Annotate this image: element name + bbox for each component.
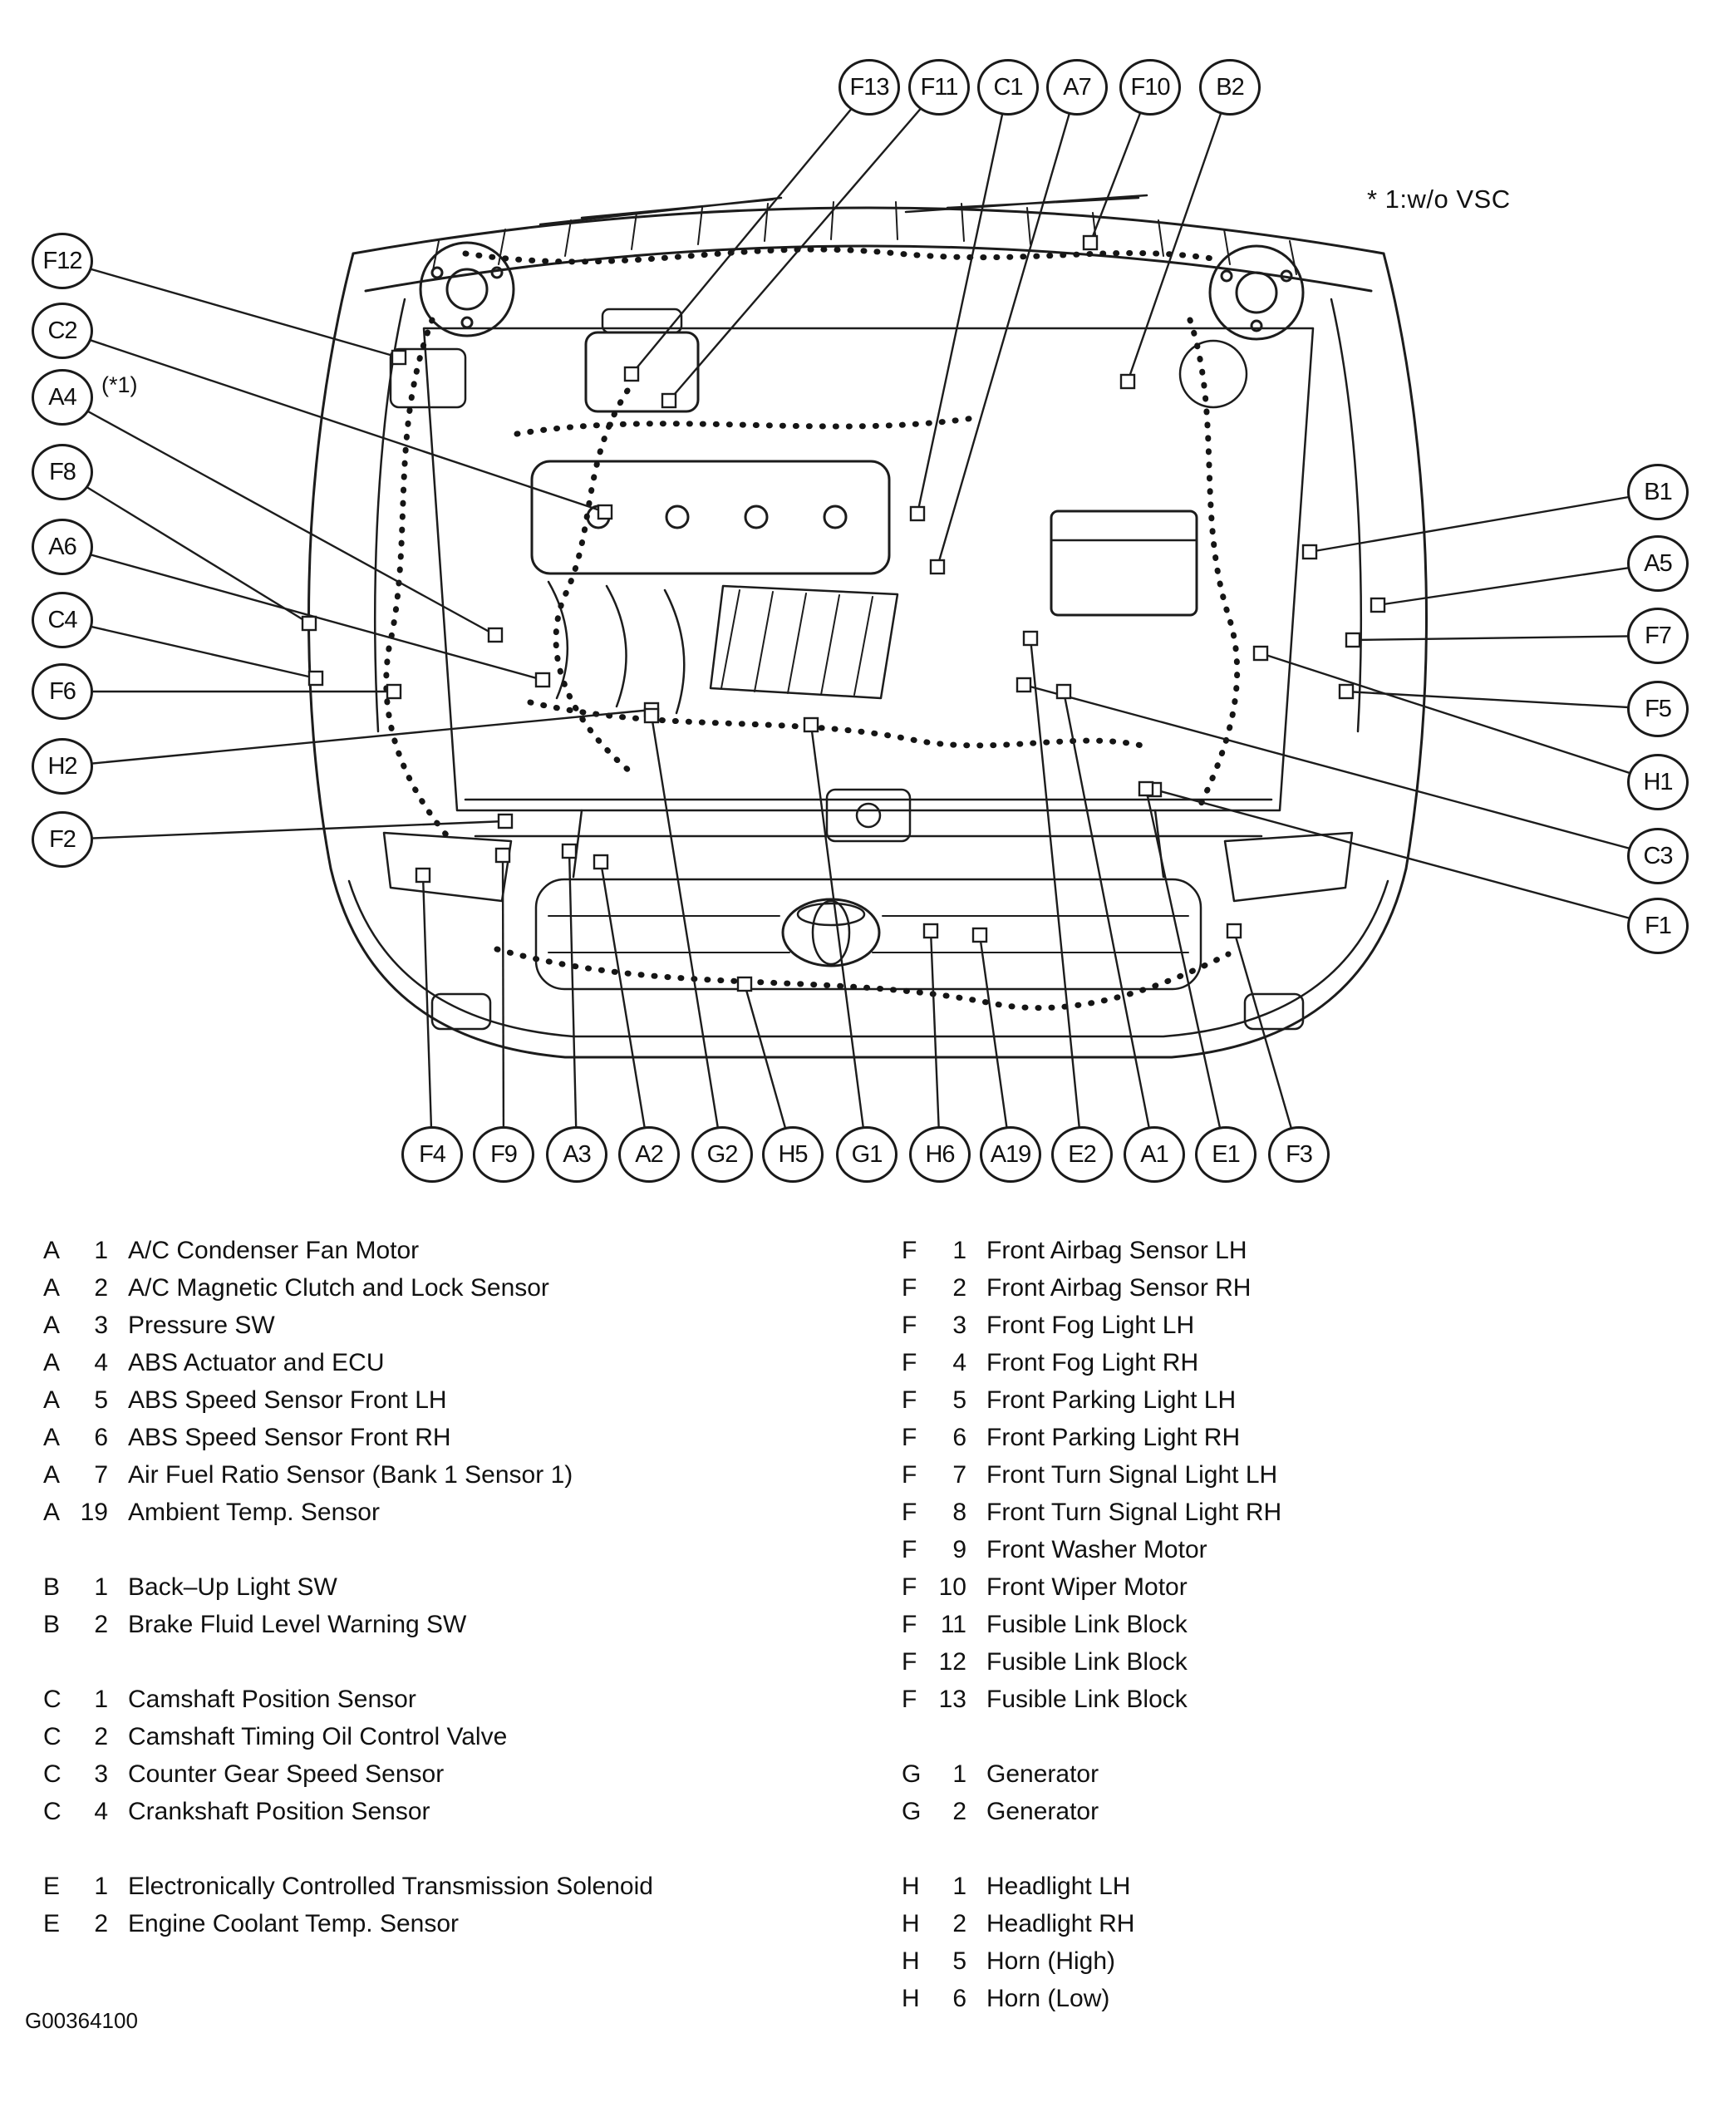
legend-item-c1: [43, 1681, 653, 1718]
legend-name: Generator: [986, 1760, 1099, 1788]
legend-letter: F: [902, 1236, 917, 1264]
leader-line-h1: [1261, 653, 1658, 782]
callout-f1: F1: [1627, 898, 1689, 954]
connector-f13: [625, 367, 638, 381]
legend-number: 8: [952, 1498, 966, 1526]
legend-group: [43, 1232, 653, 1531]
leader-line-e1: [1146, 789, 1226, 1154]
legend-group: [902, 1755, 1281, 1830]
connector-f7: [1346, 633, 1360, 647]
legend-name: Front Wiper Motor: [986, 1573, 1188, 1601]
legend-number: 10: [938, 1573, 966, 1601]
legend-number: 1: [952, 1236, 966, 1264]
connector-h6: [924, 924, 937, 938]
legend-number: 2: [94, 1610, 108, 1638]
legend-letter: A: [43, 1236, 61, 1264]
legend-name: Electronically Controlled Transmission Solenoid: [128, 1872, 653, 1900]
callout-f13: F13: [838, 59, 900, 116]
connector-e2: [1024, 632, 1037, 645]
legend-letter: A: [43, 1311, 61, 1339]
connector-g2: [645, 709, 658, 722]
legend-item-a3: [43, 1307, 653, 1344]
legend-letter: C: [43, 1685, 61, 1713]
legend-item-f3: [902, 1307, 1281, 1344]
legend-name: ABS Speed Sensor Front LH: [128, 1386, 447, 1414]
legend-name: Pressure SW: [128, 1311, 275, 1339]
callout-a4: A4: [32, 369, 93, 426]
callout-e2: E2: [1051, 1126, 1113, 1183]
callout-f7: F7: [1627, 608, 1689, 664]
connector-f5: [1340, 685, 1353, 698]
toyota-emblem: [783, 899, 879, 966]
legend-number: 1: [94, 1685, 108, 1713]
legend-number: 5: [952, 1947, 966, 1975]
legend-item-a2: [43, 1269, 653, 1307]
callout-b2: B2: [1199, 59, 1261, 116]
legend-number: 6: [94, 1423, 108, 1451]
connector-g1: [804, 718, 818, 731]
engine-art: [384, 309, 1352, 1029]
legend-name: Front Airbag Sensor RH: [986, 1273, 1252, 1302]
leader-line-a7: [937, 87, 1077, 567]
legend-item-g2: [902, 1793, 1281, 1830]
legend-number: 7: [94, 1460, 108, 1489]
connector-a1: [1057, 685, 1070, 698]
legend-letter: F: [902, 1460, 917, 1489]
legend-name: Generator: [986, 1797, 1099, 1825]
legend-number: 9: [952, 1535, 966, 1563]
leader-line-g2: [652, 716, 722, 1154]
legend-number: 3: [94, 1311, 108, 1339]
legend-item-a19: [43, 1494, 653, 1531]
callout-a3: A3: [546, 1126, 607, 1183]
callout-a19: A19: [980, 1126, 1041, 1183]
legend-letter: F: [902, 1647, 917, 1676]
vsc-note: * 1:w/o VSC: [1367, 185, 1511, 214]
legend-name: Brake Fluid Level Warning SW: [128, 1610, 467, 1638]
legend-letter: F: [902, 1423, 917, 1451]
connector-f11: [662, 394, 676, 407]
callout-a1: A1: [1124, 1126, 1185, 1183]
wiring-harness-art: [386, 249, 1237, 1007]
legend-number: 3: [952, 1311, 966, 1339]
legend-name: Counter Gear Speed Sensor: [128, 1760, 445, 1788]
legend-item-f13: [902, 1681, 1281, 1718]
legend-letter: F: [902, 1273, 917, 1302]
legend-number: 12: [938, 1647, 966, 1676]
legend-item-f8: [902, 1494, 1281, 1531]
leader-line-h2: [62, 710, 652, 766]
legend-name: Air Fuel Ratio Sensor (Bank 1 Sensor 1): [128, 1460, 573, 1489]
legend-name: A/C Magnetic Clutch and Lock Sensor: [128, 1273, 549, 1302]
legend-name: Front Parking Light RH: [986, 1423, 1241, 1451]
legend-item-c2: [43, 1718, 653, 1755]
legend-name: Camshaft Timing Oil Control Valve: [128, 1722, 508, 1750]
legend-item-f2: [902, 1269, 1281, 1307]
legend-item-f11: [902, 1606, 1281, 1643]
callout-g1: G1: [836, 1126, 898, 1183]
legend-item-a6: [43, 1419, 653, 1456]
legend-name: Fusible Link Block: [986, 1610, 1188, 1638]
legend-name: Front Turn Signal Light LH: [986, 1460, 1278, 1489]
legend-letter: A: [43, 1460, 61, 1489]
legend-letter: A: [43, 1423, 61, 1451]
legend-group: [902, 1232, 1281, 1718]
connector-h5: [738, 977, 751, 991]
legend-number: 1: [94, 1872, 108, 1900]
connector-f9: [496, 849, 509, 862]
callout-c2: C2: [32, 303, 93, 359]
legend-item-c4: [43, 1793, 653, 1830]
connector-f10: [1084, 236, 1097, 249]
leader-line-f8: [62, 472, 309, 623]
callout-f10: F10: [1119, 59, 1181, 116]
leader-line-a3: [569, 851, 577, 1154]
connector-c2: [598, 505, 612, 519]
legend-column-right: [902, 1232, 1281, 2055]
legend-item-b2: [43, 1606, 653, 1643]
callout-c3: C3: [1627, 828, 1689, 884]
legend-name: A/C Condenser Fan Motor: [128, 1236, 420, 1264]
legend-item-f1: [902, 1232, 1281, 1269]
legend-column-left: [43, 1232, 653, 1980]
legend-letter: F: [902, 1348, 917, 1376]
legend-item-f12: [902, 1643, 1281, 1681]
legend-number: 2: [94, 1909, 108, 1937]
callout-a5: A5: [1627, 535, 1689, 592]
callout-f3: F3: [1268, 1126, 1330, 1183]
legend-number: 5: [94, 1386, 108, 1414]
legend-name: Back–Up Light SW: [128, 1573, 337, 1601]
connector-a4: [489, 628, 502, 642]
legend-number: 2: [952, 1909, 966, 1937]
legend-letter: F: [902, 1573, 917, 1601]
callout-f5: F5: [1627, 681, 1689, 737]
callout-a7: A7: [1046, 59, 1108, 116]
legend-letter: C: [43, 1760, 61, 1788]
legend-name: Horn (High): [986, 1947, 1116, 1975]
leader-line-c4: [62, 620, 316, 678]
leader-line-f7: [1353, 636, 1658, 640]
legend-number: 4: [94, 1348, 108, 1376]
callout-a2: A2: [618, 1126, 680, 1183]
legend-group: [43, 1568, 653, 1643]
legend-group: [902, 1868, 1281, 2017]
legend-name: Front Turn Signal Light RH: [986, 1498, 1282, 1526]
legend-name: Front Fog Light LH: [986, 1311, 1195, 1339]
legend-name: Camshaft Position Sensor: [128, 1685, 416, 1713]
legend-number: 11: [940, 1610, 966, 1638]
legend-name: ABS Speed Sensor Front RH: [128, 1423, 451, 1451]
legend-name: Front Fog Light RH: [986, 1348, 1199, 1376]
callout-h2: H2: [32, 738, 93, 795]
legend-name: Front Airbag Sensor LH: [986, 1236, 1247, 1264]
callout-h1: H1: [1627, 754, 1689, 810]
legend-number: 2: [94, 1722, 108, 1750]
leader-lines: [62, 87, 1658, 1154]
legend-item-a1: [43, 1232, 653, 1269]
connector-a19: [973, 928, 986, 942]
legend-item-b1: [43, 1568, 653, 1606]
legend-item-h1: [902, 1868, 1281, 1905]
leader-line-a19: [980, 935, 1011, 1154]
legend-letter: F: [902, 1610, 917, 1638]
legend-name: Front Parking Light LH: [986, 1386, 1237, 1414]
callout-b1: B1: [1627, 464, 1689, 520]
leader-line-a1: [1064, 692, 1154, 1154]
connector-h1: [1254, 647, 1267, 660]
legend-name: Engine Coolant Temp. Sensor: [128, 1909, 460, 1937]
callout-a6: A6: [32, 519, 93, 575]
legend-name: ABS Actuator and ECU: [128, 1348, 385, 1376]
legend-letter: E: [43, 1909, 61, 1937]
legend-name: Horn (Low): [986, 1984, 1110, 2012]
leader-line-f9: [503, 855, 504, 1154]
leader-line-h6: [931, 931, 940, 1154]
legend-letter: H: [902, 1984, 920, 2012]
connector-f2: [499, 815, 512, 828]
connector-f6: [387, 685, 401, 698]
leader-line-c2: [62, 331, 605, 512]
legend-letter: B: [43, 1573, 61, 1601]
legend-name: Fusible Link Block: [986, 1685, 1188, 1713]
leader-line-e2: [1030, 638, 1082, 1154]
legend-item-e2: [43, 1905, 653, 1942]
legend-name: Front Washer Motor: [986, 1535, 1207, 1563]
figure-code: G00364100: [25, 2008, 138, 2033]
leader-line-f1: [1154, 790, 1658, 926]
callout-f8: F8: [32, 444, 93, 500]
legend-number: 3: [94, 1760, 108, 1788]
legend-name: Fusible Link Block: [986, 1647, 1188, 1676]
leader-line-f13: [632, 87, 869, 374]
callout-g2: G2: [691, 1126, 753, 1183]
connector-a7: [931, 560, 944, 573]
legend-number: 2: [952, 1273, 966, 1302]
connector-a3: [563, 844, 576, 858]
legend-number: 6: [952, 1423, 966, 1451]
leader-line-f5: [1346, 692, 1658, 709]
legend-letter: F: [902, 1386, 917, 1414]
legend-letter: C: [43, 1722, 61, 1750]
connector-f12: [392, 351, 406, 364]
leader-line-f4: [423, 875, 432, 1154]
legend-letter: F: [902, 1498, 917, 1526]
legend-group: [43, 1681, 653, 1830]
legend-item-h5: [902, 1942, 1281, 1980]
legend-letter: F: [902, 1311, 917, 1339]
legend-number: 1: [952, 1760, 966, 1788]
callout-f6: F6: [32, 663, 93, 720]
leader-line-c1: [917, 87, 1008, 514]
leader-line-a2: [601, 862, 649, 1154]
connector-a6: [536, 673, 549, 687]
legend-item-c3: [43, 1755, 653, 1793]
legend-item-a4: [43, 1344, 653, 1381]
legend-name: Headlight RH: [986, 1909, 1135, 1937]
legend-letter: H: [902, 1947, 920, 1975]
leader-line-b1: [1310, 492, 1658, 552]
callout-f2: F2: [32, 811, 93, 868]
connector-c3: [1017, 678, 1030, 692]
callout-c1: C1: [977, 59, 1039, 116]
legend-letter: H: [902, 1909, 920, 1937]
legend-letter: H: [902, 1872, 920, 1900]
legend-letter: A: [43, 1386, 61, 1414]
legend-letter: G: [902, 1797, 922, 1825]
legend-letter: E: [43, 1872, 61, 1900]
leader-line-f3: [1234, 931, 1299, 1154]
legend-number: 13: [938, 1685, 966, 1713]
connector-a2: [594, 855, 607, 869]
connector-f4: [416, 869, 430, 882]
legend-number: 6: [952, 1984, 966, 2012]
a4-asterisk-note: (*1): [101, 372, 138, 397]
legend-number: 1: [952, 1872, 966, 1900]
legend-item-f6: [902, 1419, 1281, 1456]
legend-item-g1: [902, 1755, 1281, 1793]
connector-f8: [302, 617, 316, 630]
legend-number: 1: [94, 1573, 108, 1601]
connector-a5: [1371, 598, 1384, 612]
legend-item-f10: [902, 1568, 1281, 1606]
leader-line-a6: [62, 547, 543, 680]
legend-number: 2: [952, 1797, 966, 1825]
legend-item-e1: [43, 1868, 653, 1905]
connector-e1: [1139, 782, 1153, 795]
connector-c1: [911, 507, 924, 520]
legend-name: Headlight LH: [986, 1872, 1131, 1900]
leader-line-f11: [669, 87, 939, 401]
legend-number: 5: [952, 1386, 966, 1414]
callout-f4: F4: [401, 1126, 463, 1183]
connector-f3: [1227, 924, 1241, 938]
callout-e1: E1: [1195, 1126, 1257, 1183]
legend-item-f7: [902, 1456, 1281, 1494]
legend-item-h2: [902, 1905, 1281, 1942]
legend-item-a5: [43, 1381, 653, 1419]
connector-b2: [1121, 375, 1134, 388]
legend-number: 2: [94, 1273, 108, 1302]
legend-number: 4: [94, 1797, 108, 1825]
legend-letter: A: [43, 1348, 61, 1376]
callout-h5: H5: [762, 1126, 824, 1183]
callout-f9: F9: [473, 1126, 534, 1183]
legend-letter: A: [43, 1273, 61, 1302]
legend-letter: G: [902, 1760, 922, 1788]
callout-h6: H6: [909, 1126, 971, 1183]
callout-f11: F11: [908, 59, 970, 116]
legend-letter: A: [43, 1498, 61, 1526]
legend-number: 7: [952, 1460, 966, 1489]
legend-item-a7: [43, 1456, 653, 1494]
legend-item-h6: [902, 1980, 1281, 2017]
leader-line-b2: [1128, 87, 1230, 382]
connector-c4: [309, 672, 322, 685]
legend-item-f5: [902, 1381, 1281, 1419]
legend-number: 4: [952, 1348, 966, 1376]
legend-group: [43, 1868, 653, 1942]
legend-letter: C: [43, 1797, 61, 1825]
legend-name: Crankshaft Position Sensor: [128, 1797, 430, 1825]
legend-item-f9: [902, 1531, 1281, 1568]
callout-c4: C4: [32, 592, 93, 648]
leader-line-c3: [1024, 685, 1658, 856]
legend-letter: F: [902, 1535, 917, 1563]
legend-item-f4: [902, 1344, 1281, 1381]
leader-line-a5: [1378, 564, 1658, 605]
legend-letter: B: [43, 1610, 61, 1638]
legend-number: 1: [94, 1236, 108, 1264]
legend-number: 19: [80, 1498, 108, 1526]
legend-name: Ambient Temp. Sensor: [128, 1498, 380, 1526]
legend-letter: F: [902, 1685, 917, 1713]
connector-b1: [1303, 545, 1316, 559]
callout-f12: F12: [32, 233, 93, 289]
